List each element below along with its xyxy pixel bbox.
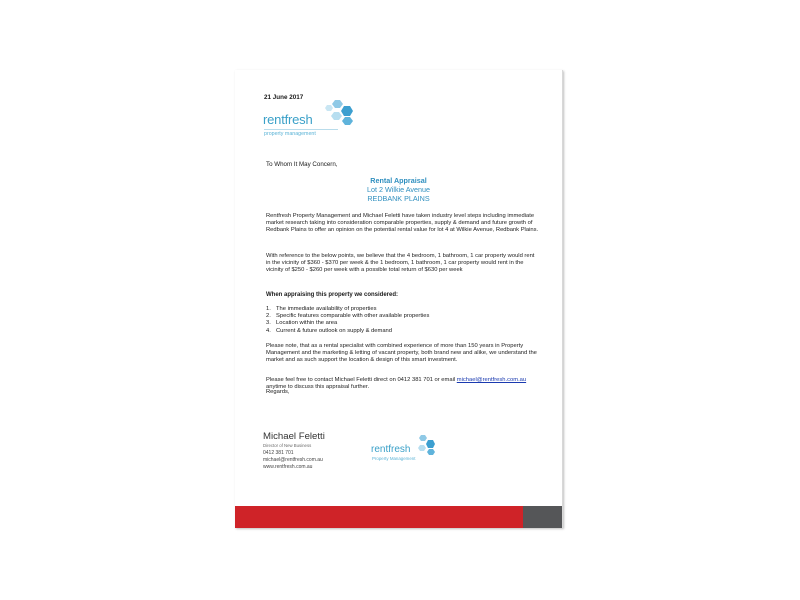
signature-website: www.rentfresh.com.au [263, 464, 313, 470]
considerations-heading: When appraising this property we considered: [266, 292, 399, 298]
paragraph-experience: Please note, that as a rental specialist with combined experience of more than 150 years in Property Management and the marketing & letting of vacant property, both brand new and alike, we understand the market and as such support the location & design of this smart investment. [266, 343, 537, 364]
list-item: 2. Specific features comparable with other available properties [266, 313, 430, 320]
footer-rentfresh-logo [371, 436, 451, 466]
logo-tagline: Property Management [372, 456, 416, 461]
paragraph-rent-estimate: With reference to the below points, we believe that the 4 bedroom, 1 bathroom, 1 car property would rent in the vicinity of $360 - $370 per week & the 1 bedroom, 1 bathroom, 1 car property would rent in the vicinity of $250 - $260 per week with a possible total return of $630 per week [266, 253, 535, 274]
logo-wordmark: rentfresh [371, 444, 411, 455]
signature-title: Director of New Business [263, 443, 312, 448]
footer-red-bar [235, 506, 523, 528]
letter-date: 21 June 2017 [264, 94, 304, 101]
logo-hexagons-icon [325, 98, 359, 126]
paragraph-contact: Please feel free to contact Michael Feletti direct on 0412 381 701 or email michael@rentfresh.com.au anytime to discuss this appraisal further. [266, 377, 527, 391]
considerations-list [266, 306, 526, 335]
rentfresh-logo [263, 106, 363, 142]
paragraph-intro: Rentfresh Property Management and Michael Feletti have taken industry level steps including immediate market research taking into consideration comparable properties, supply & demand and future growth of Redbank Plains to offer an opinion on the potential rental value for lot 4 at Wilkie Avenue, Redbank Plains. [266, 213, 539, 234]
logo-hexagons-icon [413, 434, 441, 456]
logo-wordmark: rentfresh [263, 112, 313, 127]
signature-phone: 0412 381 701 [263, 450, 294, 456]
salutation: To Whom It May Concern, [266, 161, 338, 168]
list-item: 3. Location within the area [266, 320, 338, 327]
appraisal-suburb: REDBANK PLAINS [367, 194, 430, 203]
appraisal-lot: Lot 2 Wilkie Avenue [367, 185, 430, 194]
footer-grey-bar [523, 506, 562, 528]
list-item: 1. The immediate availability of properties [266, 306, 377, 312]
list-item: 4. Current & future outlook on supply & demand [266, 327, 393, 334]
closing-regards: Regards, [266, 389, 290, 395]
signature-email: michael@rentfresh.com.au [263, 457, 323, 463]
appraisal-title: Rental Appraisal [370, 176, 427, 185]
signature-name: Michael Feletti [263, 431, 325, 442]
logo-tagline: property management [264, 129, 338, 137]
letter-page [235, 70, 563, 528]
contact-email-link[interactable]: michael@rentfresh.com.au [456, 377, 527, 383]
